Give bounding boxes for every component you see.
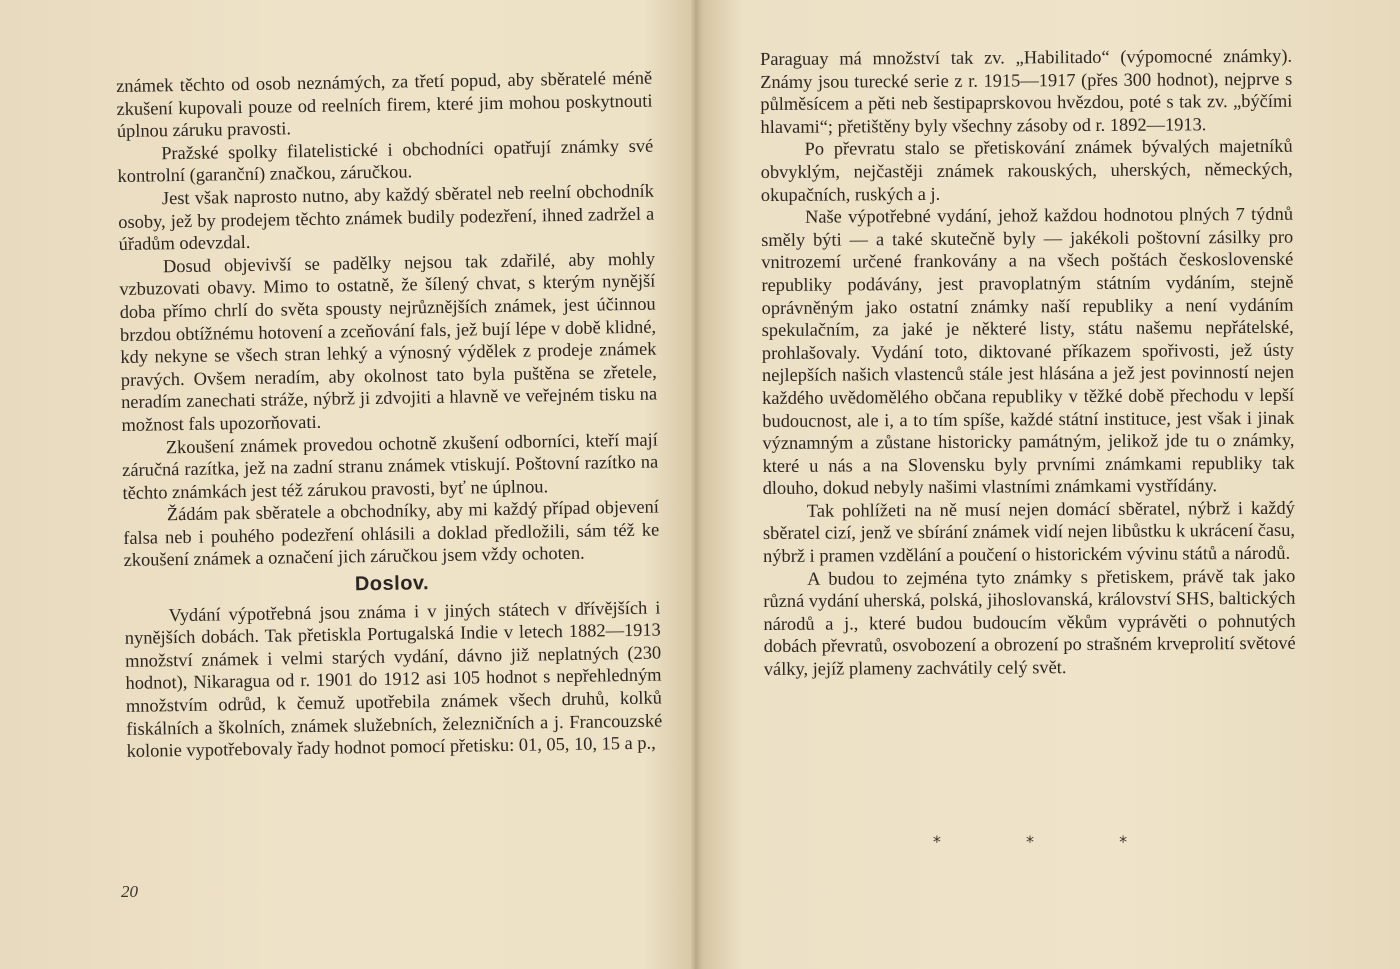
page-number: 20 [121, 882, 138, 901]
paragraph: Paraguay má množství tak zv. „Habilitado“ (výpomocné známky). Známy jsou turecké serie z r. 1915—1917 (přes 300 hodnot), nejprve s půlměsícem a pěti neb šestipaprskovou hvězdou, poté s tak zv. „býčími hlavami“; přetištěny byly všechny zásoby od r. 1892—1913. [760, 45, 1293, 137]
paragraph: A budou to zejména tyto známky s přetiskem, právě tak jako různá vydání uherská, polská, jihoslovanská, království SHS, baltických národů a j., které budou budoucím věkům vyprávěti o pohnutých dobách převratů, osvobození a obrození po strašném krveprolití světové války, jejíž plameny zachvátily celý svět. [763, 565, 1296, 680]
left-page-text [116, 67, 663, 763]
paragraph: Po převratu stalo se přetiskování známek bývalých majetníků obvyklým, nejčastěji známek rakouských, uherských, německých, okupačních, ruských a j. [760, 136, 1293, 205]
left-paragraphs-after-heading [124, 596, 662, 763]
paragraph: Zkoušení známek provedou ochotně zkušení odborníci, kteří mají záručná razítka, jež na zadní stranu známek vtiskují. Poštovní razítko na těchto známkách jest též zárukou pravosti, byť ne úplnou. [122, 429, 659, 503]
paragraph: Pražské spolky filatelistické i obchodníci opatřují známky své kontrolní (garanční) značkou, záručkou. [117, 135, 654, 187]
right-paragraphs [760, 45, 1296, 681]
section-heading-doslov: Doslov. [354, 572, 430, 596]
paragraph: Žádám pak sběratele a obchodníky, aby mi každý případ objevení falsa neb i pouhého podezření ohlásili a doklad předložili, sám též ke zkoušení známek a označení jich záručkou jsem vždy ochoten. [123, 496, 660, 571]
paragraph: Dosud objevivší se padělky nejsou tak zdařilé, aby mohly vzbuzovati obavy. Mimo to ostatně, že šílený chvat, s kterým nynější doba přímo chrlí do světa spousty nejrůznějších známek, jest účinnou brzdou obtížnému hotovení a zceňování fals, jež bují lépe v době klidné, kdy nekyne se všech stran lehký a výnosný výdělek z prodeje známek pravých. Ovšem neradím, aby okolnost tato byla puštěna se zřetele, neradím zanechati stráže, nýbrž ji zdvojiti a hlavně ve veřejném tisku na možnost fals upozorňovati. [119, 248, 658, 435]
paragraph: Tak pohlížeti na ně musí nejen domácí sběratel, nýbrž i každý sběratel cizí, jenž ve sbírání známek vidí nejen libůstku k ukrácení času, nýbrž i pramen vzdělání a poučení o historickém vývinu států a národů. [762, 497, 1296, 567]
left-page [0, 0, 695, 969]
left-paragraphs [116, 67, 660, 572]
paragraph: Jest však naprosto nutno, aby každý sběratel neb reelní obchodník osoby, jež by prodejem těchto známek budily podezření, ihned zadržel a úřadům odevzdal. [118, 180, 655, 255]
paragraph: Vydání výpotřebná jsou známa i v jiných státech v dřívějších i nynějších dobách. Tak přetiskla Portugalská Indie v letech 1882—1913 množství známek i velmi starých vydání, dávno již neplatných (230 hodnot), Nikaragua od r. 1901 do 1912 asi 105 hodnot s nepřehledným množstvím odrůd, k čemuž upotřebila známek všech druhů, kolků fiskálních a školních, známek služebních, železničních a j. Francouzské kolonie vypotřebovaly řady hodnot pomocí přetisku: 01, 05, 10, 15 a p., [124, 597, 663, 762]
paragraph: Naše výpotřebné vydání, jehož každou hodnotou plných 7 týdnů směly býti — a také skutečně byly — jakékoli poštovní zásilky pro vnitrozemí určené frankovány a na všech poštách československé republiky podávány, jest pravoplatným státním vydáním, stejně oprávněným jako ostatní známky naší republiky a není vydáním spekulačním, za jaké je některé listy, státu našemu nepřátelské, prohlašovaly. Vydání toto, diktované příkazem spořivosti, jež ústy nejlepších našich vlastenců stále jest hlásána a jež jest povinností nejen každého uvědomělého občana republiky v těžké době přechodu v lepší budoucnost, ale i, a to tím spíše, každé státní instituce, jest však i jinak významným a zůstane historicky památným, jelikož jde tu o známky, které u nás a na Slovensku byly prvními známkami republiky tak dlouho, dokud nebyly našimi vlastními známkami vystřídány. [761, 203, 1295, 499]
section-ornament-asterisks: * * * [932, 832, 1168, 851]
paragraph: známek těchto od osob neznámých, za třetí popud, aby sběratelé méně zkušení kupovali pouze od reelních firem, které jim mohou poskytnouti úplnou záruku pravosti. [116, 67, 653, 142]
right-page-text [760, 45, 1296, 681]
right-page [700, 0, 1400, 969]
